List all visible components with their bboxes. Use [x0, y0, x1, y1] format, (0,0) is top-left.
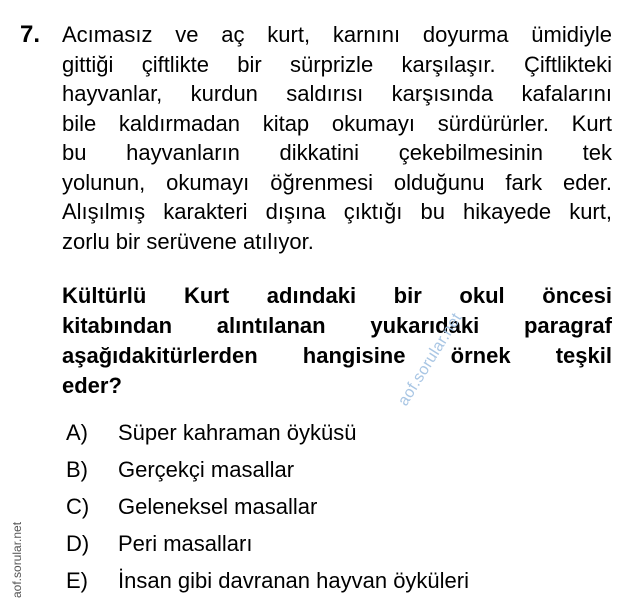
passage-line: yolunun, okumayı öğrenmesi olduğunu fark eder.: [62, 169, 612, 195]
question-stem: [62, 281, 612, 401]
option-letter: C): [66, 494, 90, 519]
option-letter: E): [66, 568, 88, 593]
option-text: İnsan gibi davranan hayvan öyküleri: [118, 568, 470, 593]
passage-line: gittiği çiftlikte bir sürprizle karşılaşır. Çiftlikteki: [62, 51, 612, 77]
option-letter: D): [66, 531, 90, 556]
side-watermark: aof.sorular.net: [10, 521, 24, 598]
option-text: Gerçekçi masallar: [118, 457, 295, 482]
answer-options: [66, 414, 469, 599]
passage-line: Acımasız ve aç kurt, karnını doyurma ümidiyle: [62, 22, 612, 47]
diagonal-watermark: aof.sorular.net: [395, 310, 466, 410]
stem-line: kitabından alıntılanan yukarıdaki paragraf: [62, 313, 612, 338]
option-c[interactable]: [66, 488, 469, 525]
question-passage: [62, 20, 612, 256]
passage-line: zorlu bir serüvene atılıyor.: [62, 228, 314, 254]
passage-line: bu hayvanların dikkatini çekebilmesinin tek: [62, 140, 612, 165]
option-text: Geleneksel masallar: [118, 494, 318, 519]
option-e[interactable]: [66, 562, 469, 599]
stem-line: eder?: [62, 373, 122, 398]
option-letter: A): [66, 420, 88, 445]
question-number: 7.: [20, 21, 41, 48]
passage-line: hayvanlar, kurdun saldırısı karşısında kafalarını: [62, 81, 612, 106]
option-a[interactable]: [66, 414, 469, 451]
option-d[interactable]: [66, 525, 469, 562]
option-text: Süper kahraman öyküsü: [118, 420, 357, 445]
option-letter: B): [66, 457, 88, 482]
passage-line: Alışılmış karakteri dışına çıktığı bu hikayede kurt,: [62, 199, 612, 224]
stem-line: Kültürlü Kurt adındaki bir okul öncesi: [62, 283, 612, 308]
stem-line: aşağıdakitürlerden hangisine örnek teşkil: [62, 343, 612, 368]
option-b[interactable]: [66, 451, 469, 488]
option-text: Peri masalları: [118, 531, 253, 556]
passage-line: bile kaldırmadan kitap okumayı sürdürürler. Kurt: [62, 110, 612, 136]
